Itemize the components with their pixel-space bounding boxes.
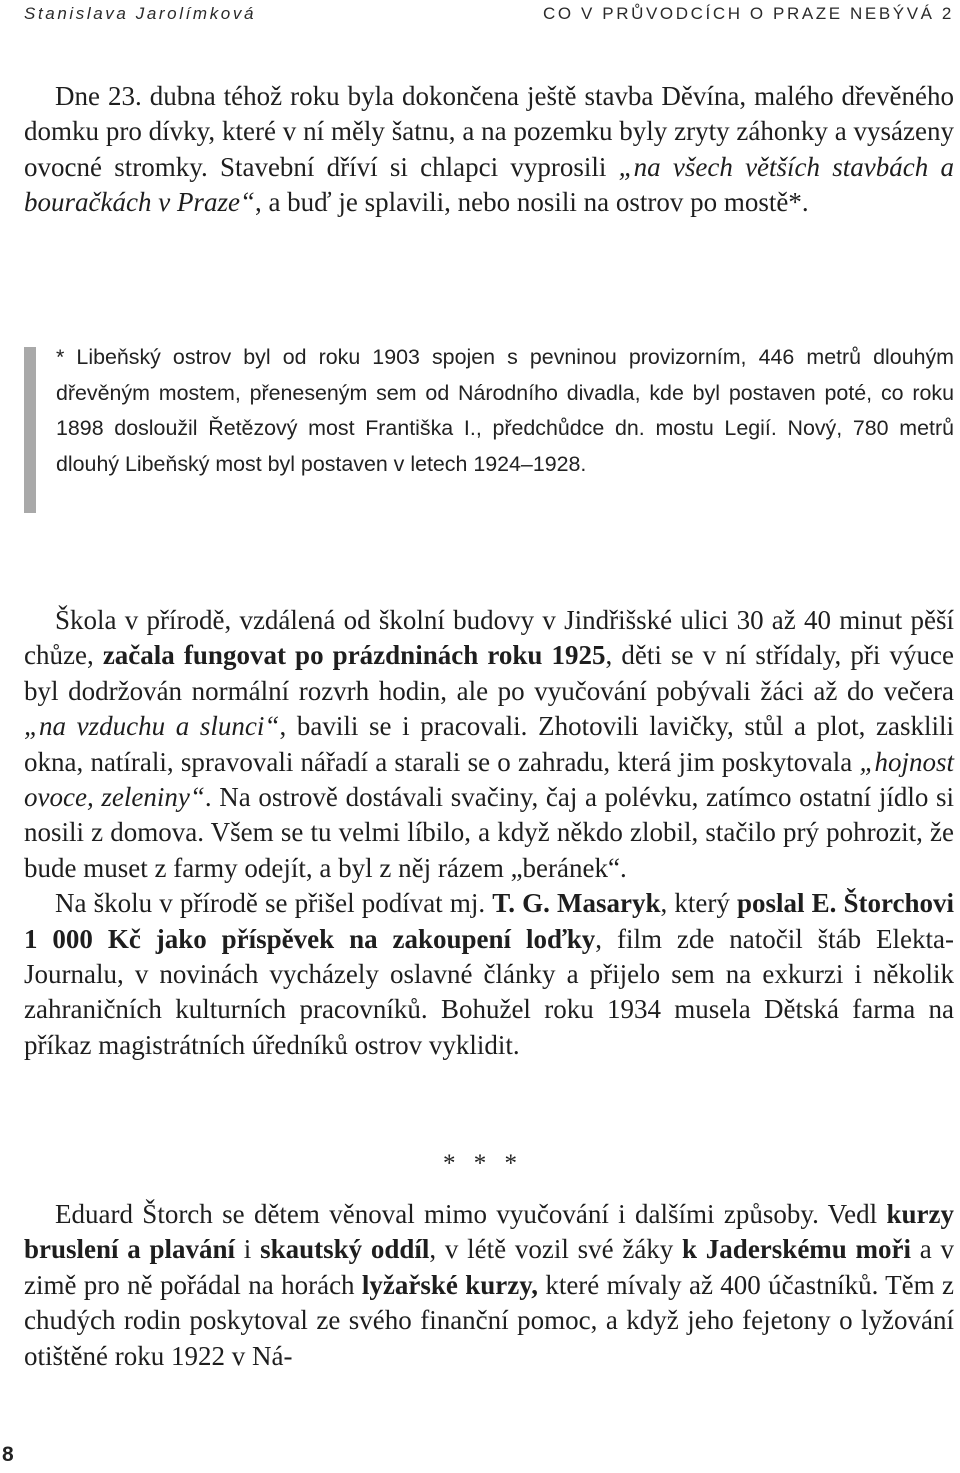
emphasis-bold: začala fungovat po prázdninách roku 1925: [102, 640, 606, 671]
text-run: , v létě vozil své žáky: [429, 1234, 683, 1265]
quote-italic: „na všech větších stavbách a bouračkách v Praze“: [24, 151, 954, 218]
text-block-activities: [24, 1197, 954, 1374]
paragraph-activities: [24, 1197, 954, 1374]
text-run: , film zde natočil štáb Elekta-Journalu, v novinách vycházely oslavné články a přijelo sem na exkurzi i několik zahraničních kulturních pracovníků. Bohužel roku 1934 musela Dětská farma na příkaz magistrátních úředníků ostrov vyklidit.: [24, 923, 954, 1060]
text-block-farm-buildings: [24, 79, 954, 221]
text-run: které mívaly až 400 účastníků. Těm z chudých rodin poskytoval ze svého finanční pomoc, a když jeho fejetony o lyžování otištěné roku 1922 v Ná-: [24, 1269, 954, 1371]
text-run: Na školu v přírodě se přišel podívat mj.: [55, 888, 493, 919]
text-run: . Na ostrově dostávali svačiny, čaj a polévku, zatímco ostatní jídlo si nosili z domova. Všem se tu velmi líbilo, a když někdo zlobil, stačilo prý pohrozit, že bude muset z farmy odejít, a byl z něj rázem „beránek“.: [24, 782, 955, 883]
footnote-box: [24, 340, 954, 516]
emphasis-bold: T. G. Masaryk: [492, 888, 661, 919]
running-head-author: Stanislava Jarolímková: [24, 4, 256, 23]
footnote-text: * Libeňský ostrov byl od roku 1903 spojen s pevninou provizorním, 446 metrů dlouhým dřevěným mostem, přeneseným sem od Národního divadla, kde byl postaven poté, co roku 1898 dosloužil Řetězový most Františka I., předchůdce dn. mostu Legií. Nový, 780 metrů dlouhý Libeňský most byl postaven v letech 1924–1928.: [56, 345, 954, 476]
text-run: Škola v přírodě, vzdálená od školní budovy v Jindřišské ulici 30 až 40 minut pěší chůze,: [24, 605, 954, 671]
section-separator: * * *: [443, 1150, 523, 1177]
page-number: 8: [2, 1443, 14, 1466]
quote-italic: „hojnost ovoce, zeleniny“: [24, 746, 954, 813]
text-run: , a buď je splavili, nebo nosili na ostrov po mostě*.: [254, 187, 809, 218]
paragraph-devin: [24, 79, 954, 221]
text-run: i: [235, 1234, 261, 1265]
text-run: , děti se v ní střídaly, při výuce byl dodržován normální rozvrh hodin, ale po vyučování pobývali žáci až do večera: [24, 640, 955, 706]
emphasis-bold: skautský oddíl: [260, 1234, 430, 1265]
emphasis-bold: kurzy bruslení a plavání: [24, 1199, 954, 1265]
paragraph-masaryk-visit: [24, 886, 954, 1063]
text-run: a v zimě pro ně pořádal na horách: [24, 1234, 955, 1300]
running-head: [24, 4, 954, 28]
text-block-nature-school: [24, 603, 954, 1063]
footnote-sidebar-bar: [24, 347, 36, 513]
quote-italic: „na vzduchu a slunci“: [24, 711, 280, 742]
text-run: , který: [660, 888, 737, 919]
emphasis-bold: lyžařské kurzy,: [361, 1269, 538, 1300]
paragraph-nature-school: [24, 603, 954, 886]
emphasis-bold: poslal E. Štorchovi 1 000 Kč jako příspěvek na zakoupení loďky: [24, 888, 954, 954]
emphasis-bold: k Jaderskému moři: [682, 1234, 912, 1265]
text-run: , bavili se i pracovali. Zhotovili lavičky, stůl a plot, zasklili okna, natírali, spravovali nářadí a starali se o zahradu, která jim poskytovala: [24, 711, 954, 777]
text-run: Eduard Štorch se dětem věnoval mimo vyučování i dalšími způsoby. Vedl: [55, 1199, 887, 1229]
running-head-title: CO V PRŮVODCÍCH O PRAZE NEBÝVÁ 2: [543, 4, 954, 23]
text-run: Dne 23. dubna téhož roku byla dokončena ještě stavba Děvína, malého dřevěného domku pro dívky, které v ní měly šatnu, a na pozemku byly zryty záhonky a vysázeny ovocné stromky. Stavební dříví si chlapci vyprosili: [24, 81, 954, 182]
